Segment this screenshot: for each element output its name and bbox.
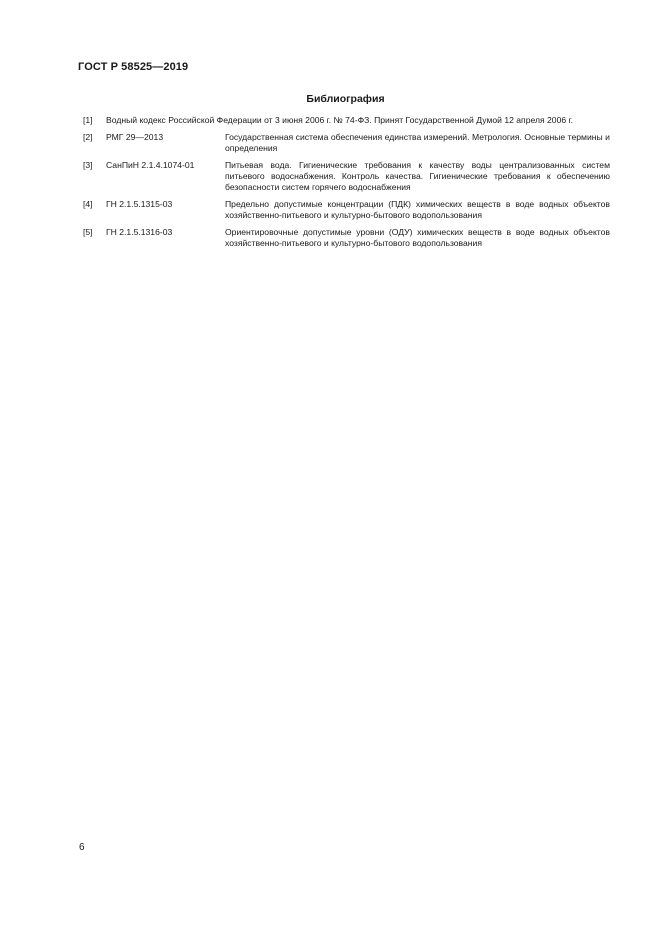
- entry-number: [4]: [83, 199, 93, 209]
- document-header: ГОСТ Р 58525—2019: [78, 61, 189, 73]
- bibliography-entry: [83, 115, 610, 126]
- bibliography-list: [83, 115, 610, 255]
- entry-text: Водный кодекс Российской Федерации от 3 июня 2006 г. № 74-ФЗ. Принят Государственной Думой 12 апреля 2006 г.: [106, 115, 574, 125]
- entry-number: [2]: [83, 132, 93, 142]
- bibliography-entry: [83, 199, 610, 221]
- bibliography-entry: [83, 132, 610, 154]
- entry-code: ГН 2.1.5.1316-03: [106, 227, 173, 237]
- bibliography-entry: [83, 227, 610, 249]
- bibliography-title: Библиография: [306, 93, 385, 105]
- entry-number: [5]: [83, 227, 93, 237]
- entry-description: Государственная система обеспечения единства измерений. Метрология. Основные термины и определения: [225, 132, 610, 153]
- entry-description: Питьевая вода. Гигиенические требования к качеству воды централизованных систем питьевого водоснабжения. Контроль качества. Гигиенические требования к обеспечению безопасности систем горячего водоснабжения: [225, 160, 610, 192]
- entry-description: Предельно допустимые концентрации (ПДК) химических веществ в воде водных объектов хозяйственно-питьевого и культурно-бытового водопользования: [225, 199, 610, 220]
- bibliography-entry: [83, 160, 610, 193]
- entry-code: ГН 2.1.5.1315-03: [106, 199, 173, 209]
- entry-number: [3]: [83, 160, 93, 170]
- entry-code: РМГ 29—2013: [106, 132, 164, 142]
- page-number: 6: [79, 842, 85, 853]
- entry-code: СанПиН 2.1.4.1074-01: [106, 160, 195, 170]
- entry-description: Ориентировочные допустимые уровни (ОДУ) химических веществ в воде водных объектов хозяйственно-питьевого и культурно-бытового водопользования: [225, 227, 610, 248]
- entry-number: [1]: [83, 115, 93, 125]
